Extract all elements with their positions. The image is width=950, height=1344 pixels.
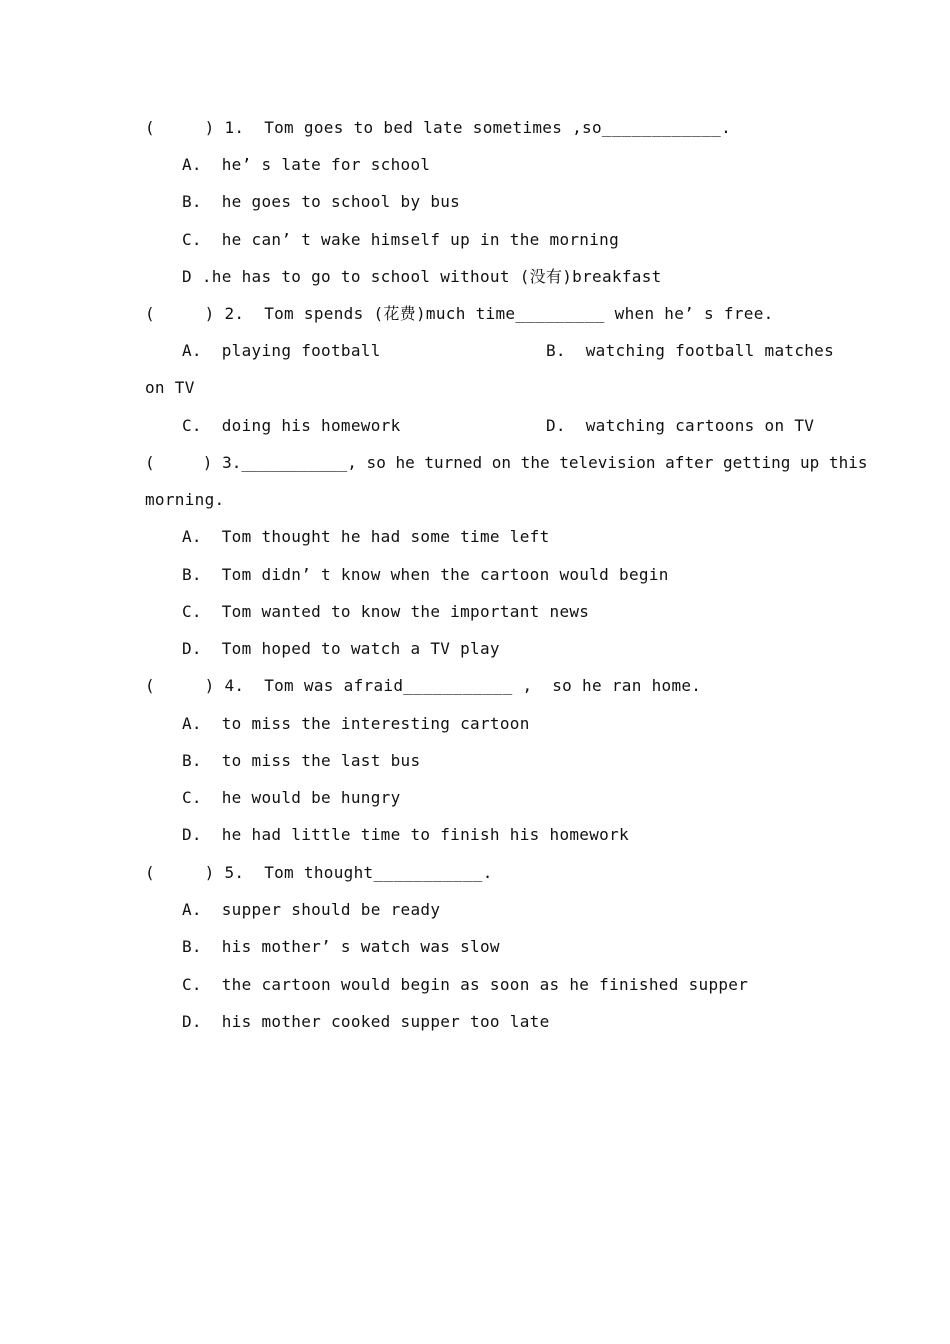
question-5-option-c: C. the cartoon would begin as soon as he finished supper	[182, 975, 749, 994]
question-1-option-c: C. he can’ t wake himself up in the morning	[182, 230, 620, 249]
question-2-stem: ( ) 2. Tom spends (花费)much time_________ when he’ s free.	[145, 304, 774, 323]
question-2-option-a: A. playing football	[182, 341, 381, 360]
question-3-option-b: B. Tom didn’ t know when the cartoon would begin	[182, 565, 669, 584]
question-3-option-d: D. Tom hoped to watch a TV play	[182, 639, 500, 658]
question-3-option-c: C. Tom wanted to know the important news	[182, 602, 590, 621]
question-4-option-b: B. to miss the last bus	[182, 751, 421, 770]
question-1-option-d: D .he has to go to school without (没有)breakfast	[182, 267, 662, 286]
question-5-stem: ( ) 5. Tom thought___________.	[145, 863, 493, 882]
question-5-option-a: A. supper should be ready	[182, 900, 441, 919]
question-1-option-a: A. he’ s late for school	[182, 155, 431, 174]
question-3-option-a: A. Tom thought he had some time left	[182, 527, 550, 546]
question-1-stem: ( ) 1. Tom goes to bed late sometimes ,so____________.	[145, 118, 732, 137]
question-2-option-b: B. watching football matches	[546, 341, 835, 360]
question-5-option-b: B. his mother’ s watch was slow	[182, 937, 500, 956]
question-2-option-d: D. watching cartoons on TV	[546, 416, 815, 435]
question-5-option-d: D. his mother cooked supper too late	[182, 1012, 550, 1031]
question-4-option-c: C. he would be hungry	[182, 788, 401, 807]
question-2-option-c: C. doing his homework	[182, 416, 401, 435]
question-2-option-b-continuation: on TV	[145, 378, 195, 397]
question-3-stem-continuation: morning.	[145, 490, 225, 509]
question-4-stem: ( ) 4. Tom was afraid___________ , so he ran home.	[145, 676, 702, 695]
question-4-option-a: A. to miss the interesting cartoon	[182, 714, 530, 733]
question-4-option-d: D. he had little time to finish his homework	[182, 825, 629, 844]
question-3-stem: ( ) 3.___________, so he turned on the television after getting up this	[145, 453, 868, 472]
question-1-option-b: B. he goes to school by bus	[182, 192, 461, 211]
